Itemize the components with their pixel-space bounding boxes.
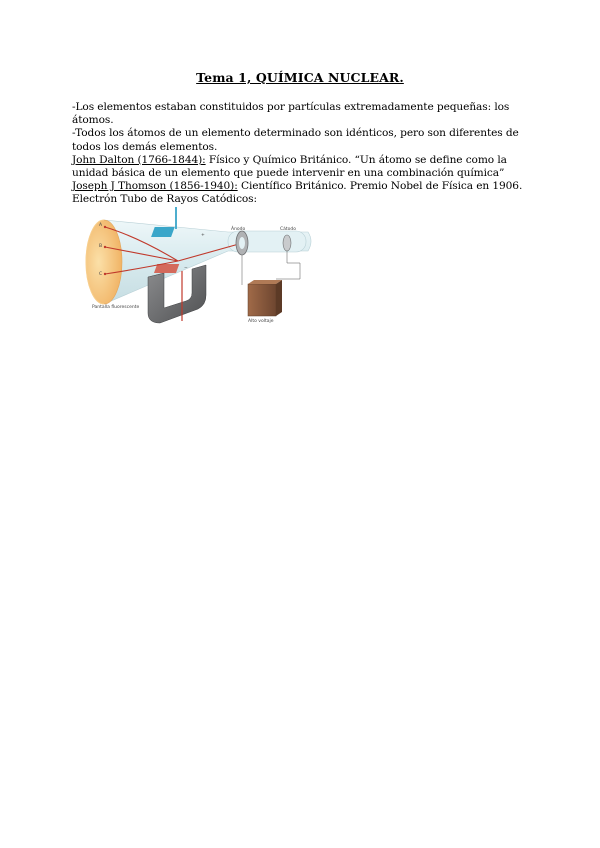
label-b: B — [99, 244, 103, 249]
label-cathode: Cátodo — [280, 227, 297, 232]
thomson-name: Joseph J Thomson (1856-1940): — [72, 180, 238, 193]
label-plus: + — [201, 233, 205, 238]
label-c: C — [99, 272, 103, 277]
cathode-ray-tube-illustration — [78, 207, 318, 327]
page-title: Tema 1, QUÍMICA NUCLEAR. — [196, 70, 404, 85]
label-high-voltage: Alto voltaje — [248, 319, 274, 324]
document-body — [72, 101, 542, 207]
paragraph-dalton — [72, 154, 542, 180]
paragraph-atoms: -Los elementos estaban constituidos por partículas extremadamente pequeñas: los átomos. — [72, 101, 510, 127]
paragraph-thomson — [72, 180, 542, 193]
thomson-text: Científico Británico. Premio Nobel de Física en 1906. — [237, 180, 523, 193]
label-anode: Ánodo — [231, 227, 246, 232]
blue-charged-plate — [151, 227, 175, 237]
label-minus: − — [184, 266, 188, 271]
cathode — [283, 235, 291, 251]
dalton-name: John Dalton (1766-1844): — [72, 153, 206, 166]
label-a: A — [99, 223, 103, 228]
circuit-wires — [242, 251, 300, 285]
paragraph-identical-atoms: -Todos los átomos de un elemento determinado son idénticos, pero son diferentes de todos los demás elementos. — [72, 127, 519, 153]
paragraph-electron: Electrón Tubo de Rayos Catódicos: — [72, 193, 257, 206]
dalton-text: Físico y Químico Británico. “Un átomo se define como la unidad básica de un elemento que puede intervenir en una combinación química” — [72, 153, 507, 180]
label-screen: Pantalla fluorescente — [92, 305, 140, 310]
high-voltage-source — [248, 284, 276, 316]
cathode-ray-tube-figure — [78, 207, 318, 327]
